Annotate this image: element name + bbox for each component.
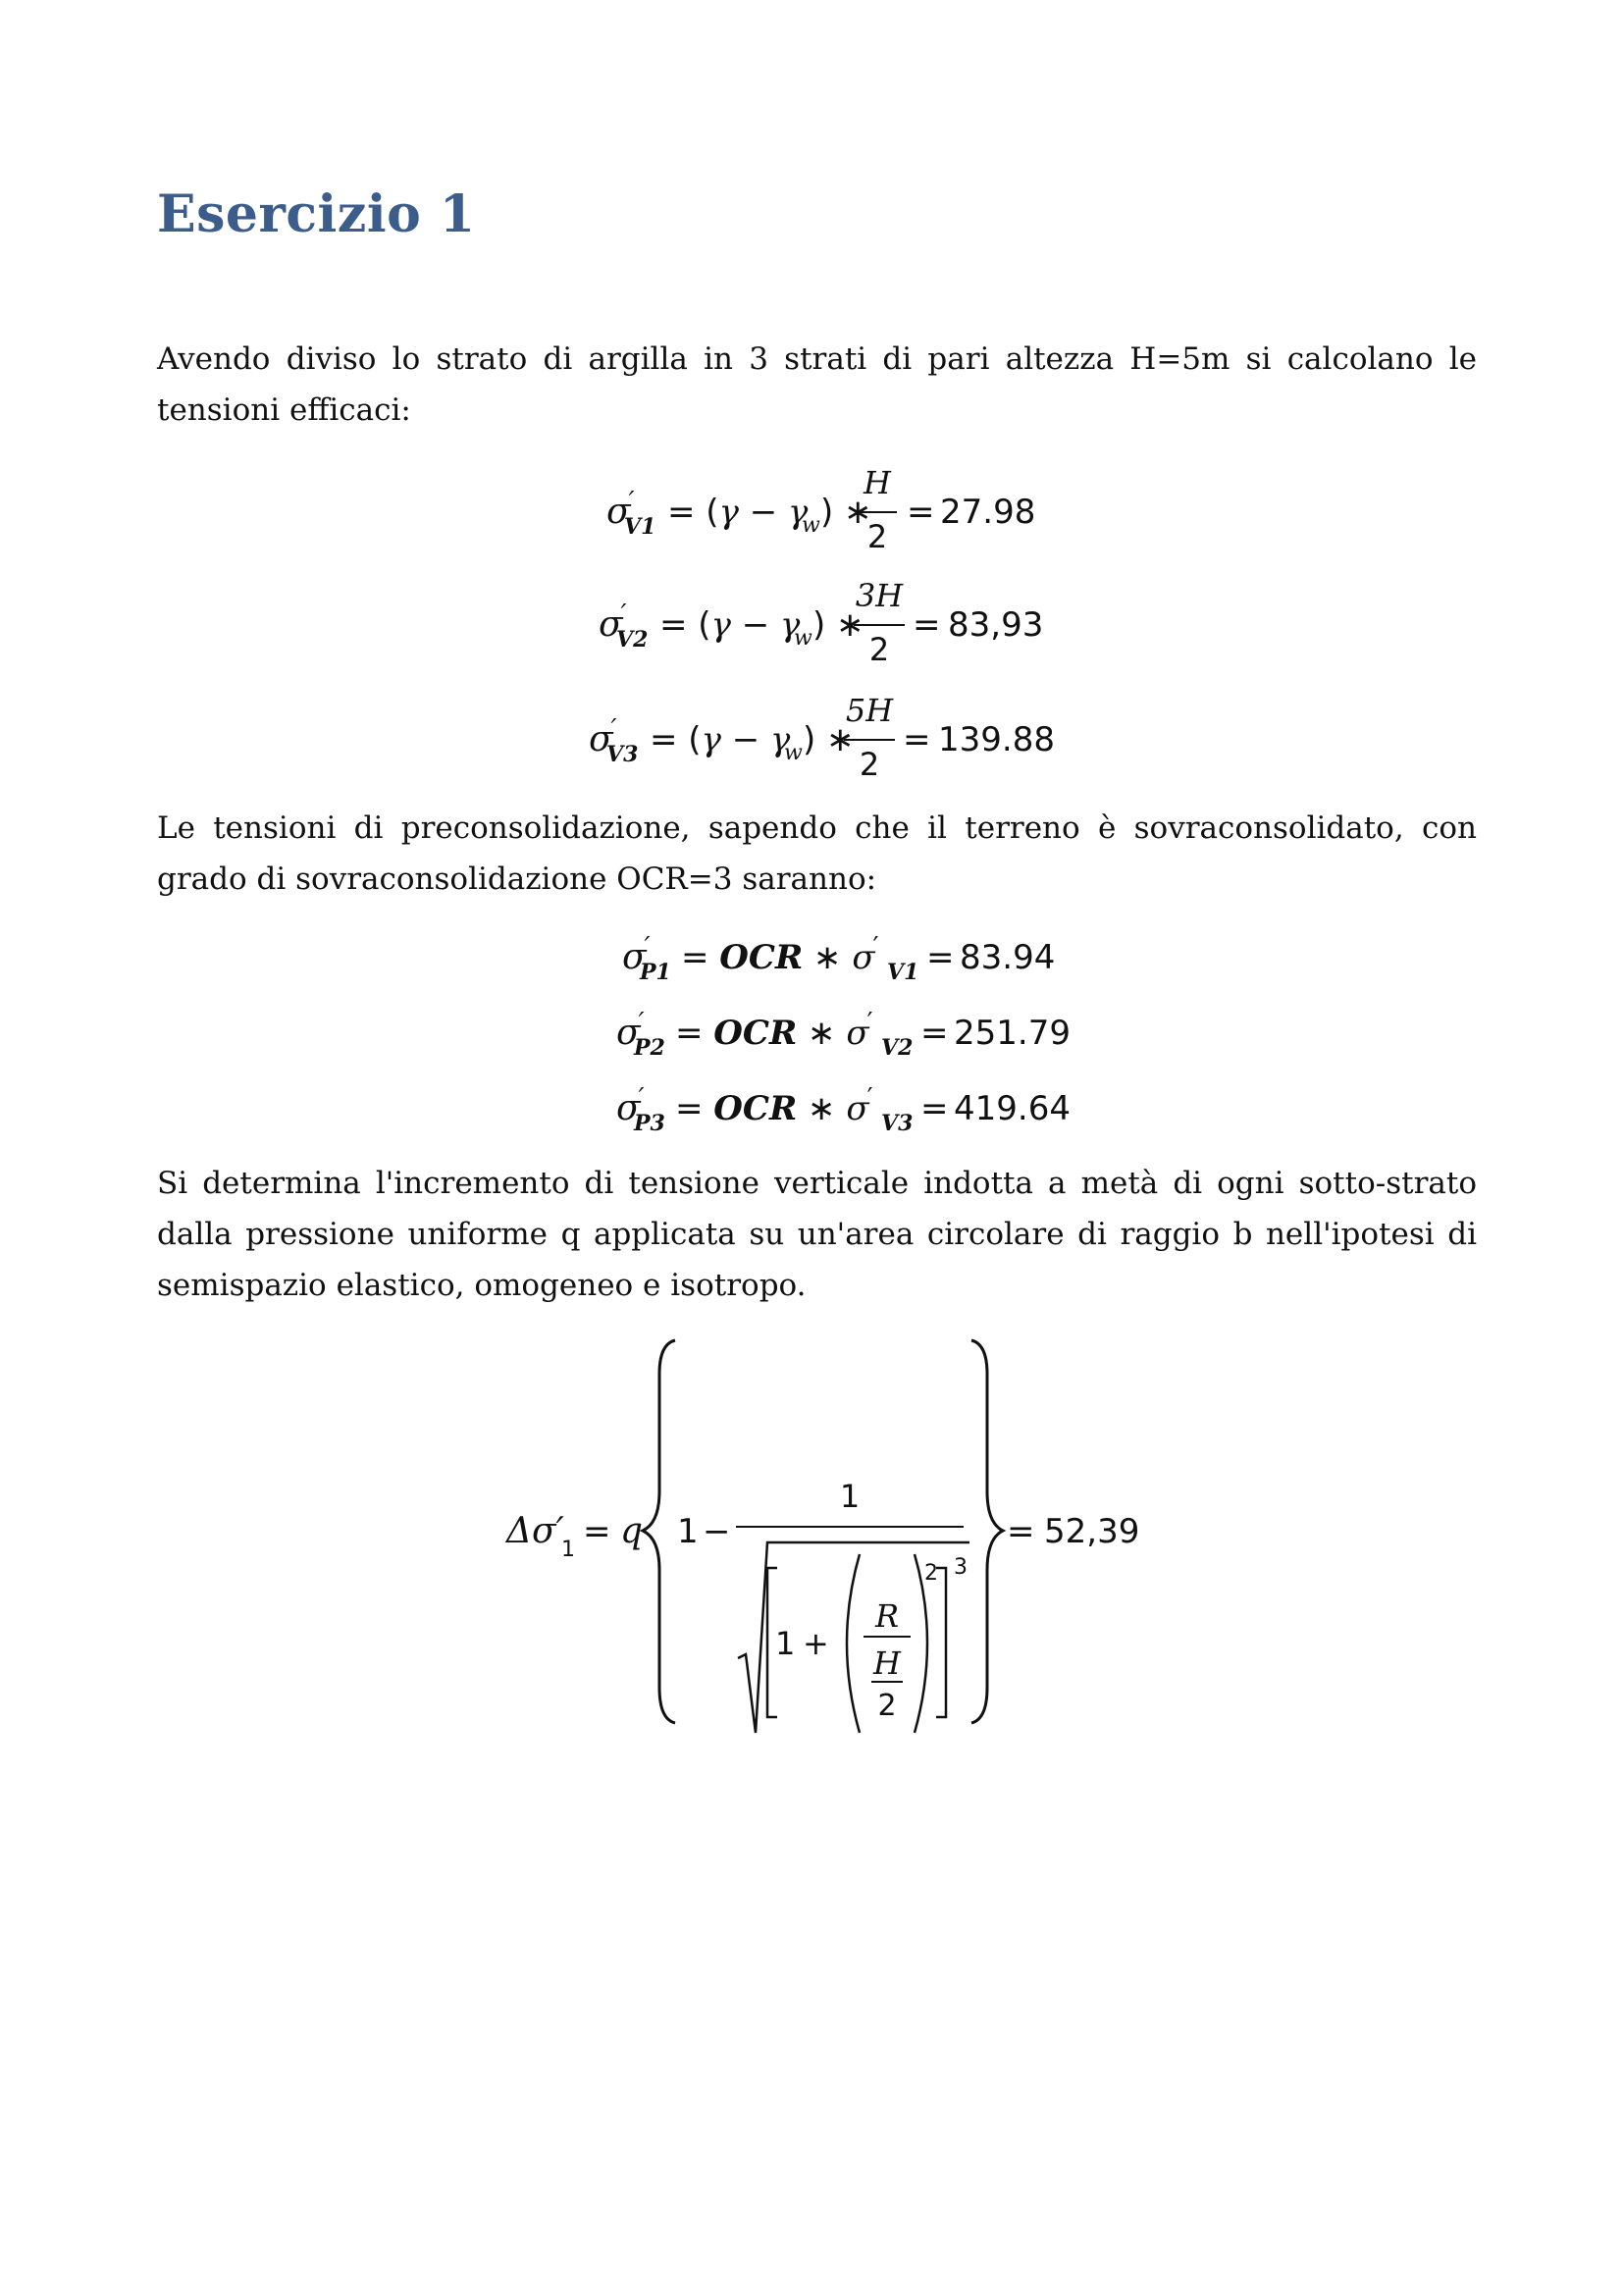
svg-text:= OCR ∗ σ′: = OCR ∗ σ′ xyxy=(675,1083,873,1128)
radius-symbol: R xyxy=(874,1597,900,1635)
square-exponent: 2 xyxy=(924,1561,938,1586)
sigma-p2-rhs-subscript: V2 xyxy=(881,1035,914,1061)
svg-text:) ∗: ) ∗ xyxy=(803,720,855,759)
right-brace xyxy=(971,1340,1003,1723)
svg-text:w: w xyxy=(802,513,820,538)
brace-one: 1 xyxy=(677,1512,699,1551)
svg-text:σ′: σ′ xyxy=(622,932,651,977)
svg-text:=: = xyxy=(926,938,955,977)
sigma-p2-subscript: P2 xyxy=(634,1035,665,1061)
svg-text:) ∗: ) ∗ xyxy=(820,493,872,532)
sigma-p3-value: 419.64 xyxy=(954,1089,1071,1128)
svg-text:=: = xyxy=(913,605,941,645)
svg-text:=: = xyxy=(903,720,931,759)
delta-sigma-value: 52,39 xyxy=(1044,1512,1140,1551)
svg-text:w: w xyxy=(794,626,812,651)
fraction-numerator: 1 xyxy=(839,1478,861,1515)
equation-sigma-p2 xyxy=(0,1003,1623,1071)
sigma-v1-subscript: V1 xyxy=(624,514,656,540)
delta-sigma-symbol: Δσ′ xyxy=(506,1511,564,1551)
svg-text:−: − xyxy=(703,1512,731,1551)
svg-text:= (γ − γ: = (γ − γ xyxy=(667,493,809,532)
svg-text:=: = xyxy=(907,493,935,532)
svg-text:= (γ − γ: = (γ − γ xyxy=(659,605,801,645)
sigma-p1-rhs-subscript: V1 xyxy=(887,960,919,985)
equation-sigma-p1 xyxy=(0,927,1623,996)
svg-text:) ∗: ) ∗ xyxy=(812,605,864,645)
sigma-v1-value: 27.98 xyxy=(940,493,1036,532)
sigma-v2-value: 83,93 xyxy=(948,605,1044,645)
sigma-v3-numerator: 5H xyxy=(845,692,894,729)
equation-delta-sigma-1 xyxy=(0,1334,1623,1747)
sigma-v3-value: 139.88 xyxy=(938,720,1055,759)
svg-text:=: = xyxy=(1007,1512,1035,1551)
left-brace xyxy=(643,1340,675,1723)
sigma-p1-value: 83.94 xyxy=(960,938,1056,977)
sigma-p3-subscript: P3 xyxy=(634,1111,665,1136)
svg-text:σ′: σ′ xyxy=(616,1083,645,1128)
svg-text:= (γ − γ: = (γ − γ xyxy=(650,720,791,759)
equation-sigma-p3 xyxy=(0,1078,1623,1147)
svg-text:σ′: σ′ xyxy=(616,1008,645,1053)
page-title: Esercizio 1 xyxy=(157,184,476,244)
svg-text:σ′: σ′ xyxy=(589,714,617,759)
sigma-v3-subscript: V3 xyxy=(606,742,639,767)
svg-text:σ′: σ′ xyxy=(599,600,627,645)
svg-text:= OCR ∗ σ′: = OCR ∗ σ′ xyxy=(675,1008,873,1053)
paragraph-intro: Avendo diviso lo strato di argilla in 3 strati di pari altezza H=5m si calcolano le tensioni efficaci: xyxy=(157,341,1477,428)
sigma-v3-denominator: 2 xyxy=(859,746,880,783)
sigma-p3-rhs-subscript: V3 xyxy=(881,1111,914,1136)
sigma-v2-numerator: 3H xyxy=(855,577,904,614)
paragraph-preconsolidation: Le tensioni di preconsolidazione, sapendo che il terreno è sovraconsolidato, con grado di sovraconsolidazione OCR=3 saranno: xyxy=(157,810,1477,897)
equation-sigma-v3 xyxy=(0,679,1623,787)
equation-sigma-v1 xyxy=(0,451,1623,559)
sigma-v1-numerator: H xyxy=(864,464,891,501)
height-symbol: H xyxy=(873,1644,901,1682)
sigma-p1-subscript: P1 xyxy=(640,960,671,985)
paragraph-stress-increment: Si determina l'incremento di tensione verticale indotta a metà di ogni sotto-strato dalla pressione uniforme q applicata su un'area circolare di raggio b nell'ipotesi di semispazio elastico, omogeneo e isotropo. xyxy=(157,1166,1477,1303)
equation-sigma-v2 xyxy=(0,564,1623,672)
sigma-p2-value: 251.79 xyxy=(954,1014,1071,1053)
cube-exponent: 3 xyxy=(954,1555,968,1580)
svg-text:=: = xyxy=(920,1014,949,1053)
sigma-v1-denominator: 2 xyxy=(866,518,888,555)
svg-text:=: = xyxy=(583,1512,611,1551)
svg-text:= OCR ∗ σ′: = OCR ∗ σ′ xyxy=(681,932,879,977)
sigma-v2-subscript: V2 xyxy=(616,627,649,652)
sigma-v2-denominator: 2 xyxy=(868,631,890,668)
svg-text:=: = xyxy=(920,1089,949,1128)
bracket-one: 1 xyxy=(775,1625,796,1662)
q-symbol: q xyxy=(620,1511,644,1551)
half-denominator: 2 xyxy=(877,1689,897,1723)
svg-text:+: + xyxy=(803,1625,829,1662)
delta-sigma-subscript: 1 xyxy=(561,1538,575,1562)
svg-text:σ′: σ′ xyxy=(606,487,635,532)
svg-text:w: w xyxy=(784,741,803,765)
